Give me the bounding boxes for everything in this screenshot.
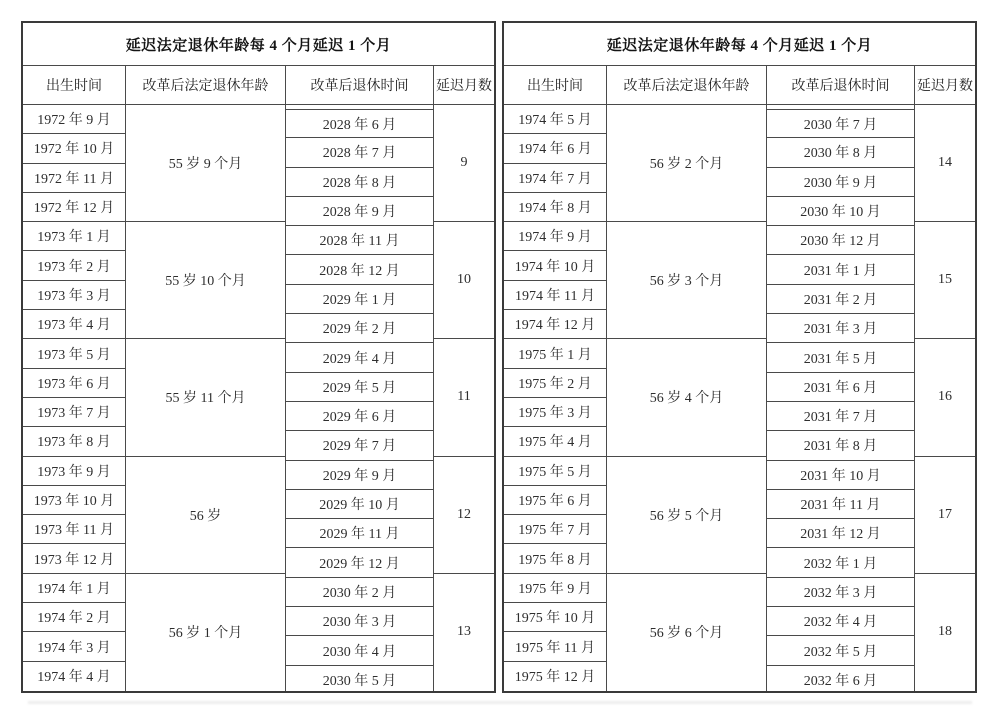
delay-months-cell: 11 [434,339,494,456]
birth-month-cell: 1974 年 11 月 [504,281,606,310]
birth-month-column [23,105,126,691]
retirement-schedule-table-left [21,21,496,693]
retirement-date-cell: 2028 年 7 月 [286,138,433,167]
delay-months-cell: 18 [938,624,952,640]
retirement-date-cell: 2029 年 11 月 [286,519,433,548]
retirement-date-cell: 2031 年 8 月 [767,431,914,460]
retirement-date-cell: 2029 年 10 月 [286,490,433,519]
retirement-age-cell: 55 岁 9 个月 [126,105,285,222]
retirement-date-cell: 2028 年 6 月 [286,109,433,138]
retirement-date-cell: 2030 年 10 月 [767,197,914,226]
birth-month-cell: 1975 年 11 月 [504,632,606,661]
birth-month-cell: 1974 年 7 月 [504,164,606,193]
birth-month-cell: 1972 年 9 月 [23,105,125,134]
retirement-age-column [607,105,767,691]
retirement-age-cell: 55 岁 11 个月 [126,339,285,456]
retirement-date-cell: 2029 年 1 月 [286,285,433,314]
delay-months-cell: 9 [434,105,494,222]
retirement-age-cell: 56 岁 [126,457,285,574]
retirement-date-cell: 2032 年 6 月 [767,666,914,693]
birth-month-cell: 1974 年 12 月 [504,310,606,339]
birth-month-cell: 1974 年 6 月 [504,134,606,163]
retirement-date-cell: 2030 年 8 月 [767,138,914,167]
retirement-age-cell: 56 岁 1 个月 [168,626,243,642]
retirement-date-cell: 2029 年 2 月 [286,314,433,343]
delay-months-cell: 15 [915,222,975,339]
retirement-date-cell: 2031 年 5 月 [767,343,914,372]
table-header-row [23,66,494,105]
delay-months-cell: 14 [915,105,975,222]
table-title: 延迟法定退休年龄每 4 个月延迟 1 个月 [504,23,975,66]
retirement-date-cell: 2028 年 11 月 [286,226,433,255]
retirement-age-cell: 56 岁 4 个月 [607,339,766,456]
retirement-date-cell: 2032 年 1 月 [767,548,914,577]
birth-month-cell: 1974 年 1 月 [23,574,125,603]
birth-month-cell: 1974 年 9 月 [504,222,606,251]
delay-months-column [915,105,975,691]
retirement-date-cell: 2031 年 10 月 [767,461,914,490]
retirement-date-stack [767,109,914,693]
retirement-date-cell: 2031 年 12 月 [767,519,914,548]
retirement-date-cell: 2030 年 7 月 [767,109,914,138]
birth-month-cell: 1974 年 4 月 [37,670,111,686]
retirement-date-cell: 2030 年 9 月 [767,168,914,197]
column-header-1: 改革后法定退休年龄 [126,66,286,104]
birth-month-cell: 1972 年 10 月 [23,134,125,163]
retirement-date-cell: 2030 年 5 月 [286,666,433,693]
column-header-2: 改革后退休时间 [767,66,915,104]
column-header-0: 出生时间 [504,66,607,104]
delay-months-cell: 17 [915,457,975,574]
column-header-2: 改革后退休时间 [286,66,434,104]
birth-month-cell: 1975 年 9 月 [504,574,606,603]
table-title: 延迟法定退休年龄每 4 个月延迟 1 个月 [23,23,494,66]
retirement-date-cell: 2031 年 11 月 [767,490,914,519]
retirement-date-cell: 2032 年 5 月 [767,636,914,665]
retirement-date-cell: 2028 年 12 月 [286,255,433,284]
column-header-3: 延迟月数 [436,79,492,94]
retirement-age-cell: 56 岁 6 个月 [649,626,724,642]
birth-month-cell: 1975 年 8 月 [504,544,606,573]
birth-month-cell: 1974 年 5 月 [504,105,606,134]
retirement-date-cell: 2028 年 8 月 [286,168,433,197]
retirement-date-cell: 2031 年 7 月 [767,402,914,431]
retirement-age-cell: 56 岁 2 个月 [607,105,766,222]
retirement-date-cell: 2029 年 9 月 [286,461,433,490]
retirement-date-column [767,105,915,691]
retirement-date-cell: 2031 年 1 月 [767,255,914,284]
birth-month-cell: 1973 年 1 月 [23,222,125,251]
birth-month-cell: 1973 年 6 月 [23,369,125,398]
retirement-age-column [126,105,286,691]
delay-months-cell: 12 [434,457,494,574]
birth-month-cell: 1975 年 5 月 [504,457,606,486]
retirement-date-cell: 2029 年 7 月 [286,431,433,460]
delay-months-cell: 10 [434,222,494,339]
retirement-date-cell: 2029 年 12 月 [286,548,433,577]
table-header-row [504,66,975,105]
retirement-date-cell: 2031 年 2 月 [767,285,914,314]
birth-month-cell: 1975 年 3 月 [504,398,606,427]
birth-month-cell: 1975 年 4 月 [504,427,606,456]
retirement-schedule-table-right [502,21,977,693]
retirement-date-cell: 2030 年 12 月 [767,226,914,255]
table-body [504,105,975,691]
birth-month-cell: 1972 年 11 月 [23,164,125,193]
retirement-age-cell: 55 岁 10 个月 [126,222,285,339]
birth-month-cell: 1972 年 12 月 [23,193,125,222]
retirement-age-cell: 56 岁 5 个月 [607,457,766,574]
birth-month-cell: 1975 年 2 月 [504,369,606,398]
table-body [23,105,494,691]
retirement-schedule-tables [21,21,977,693]
retirement-date-cell: 2029 年 6 月 [286,402,433,431]
retirement-date-stack [286,109,433,693]
retirement-date-cell: 2030 年 4 月 [286,636,433,665]
birth-month-cell: 1975 年 1 月 [504,339,606,368]
retirement-date-column [286,105,434,691]
retirement-date-cell: 2029 年 4 月 [286,343,433,372]
retirement-date-cell: 2028 年 9 月 [286,197,433,226]
column-header-1: 改革后法定退休年龄 [607,66,767,104]
birth-month-cell: 1973 年 10 月 [23,486,125,515]
retirement-date-cell: 2032 年 4 月 [767,607,914,636]
birth-month-cell: 1973 年 3 月 [23,281,125,310]
retirement-date-cell: 2032 年 3 月 [767,578,914,607]
birth-month-cell: 1974 年 8 月 [504,193,606,222]
retirement-date-cell: 2030 年 3 月 [286,607,433,636]
delay-months-cell: 13 [457,624,471,640]
delay-months-cell: 16 [915,339,975,456]
retirement-date-cell: 2029 年 5 月 [286,373,433,402]
birth-month-cell: 1975 年 7 月 [504,515,606,544]
scan-artifact-line [28,701,972,704]
birth-month-cell: 1973 年 11 月 [23,515,125,544]
retirement-date-cell: 2030 年 2 月 [286,578,433,607]
birth-month-cell: 1973 年 8 月 [23,427,125,456]
birth-month-cell: 1973 年 7 月 [23,398,125,427]
birth-month-cell: 1975 年 12 月 [514,670,596,686]
delay-months-column [434,105,494,691]
birth-month-cell: 1973 年 2 月 [23,251,125,280]
birth-month-cell: 1974 年 3 月 [23,632,125,661]
birth-month-cell: 1973 年 12 月 [23,544,125,573]
column-header-3: 延迟月数 [917,79,973,94]
retirement-age-cell: 56 岁 3 个月 [607,222,766,339]
birth-month-cell: 1973 年 9 月 [23,457,125,486]
birth-month-cell: 1974 年 10 月 [504,251,606,280]
column-header-0: 出生时间 [23,66,126,104]
birth-month-cell: 1973 年 4 月 [23,310,125,339]
birth-month-cell: 1974 年 2 月 [23,603,125,632]
birth-month-cell: 1973 年 5 月 [23,339,125,368]
retirement-date-cell: 2031 年 3 月 [767,314,914,343]
birth-month-column [504,105,607,691]
birth-month-cell: 1975 年 6 月 [504,486,606,515]
birth-month-cell: 1975 年 10 月 [504,603,606,632]
retirement-date-cell: 2031 年 6 月 [767,373,914,402]
